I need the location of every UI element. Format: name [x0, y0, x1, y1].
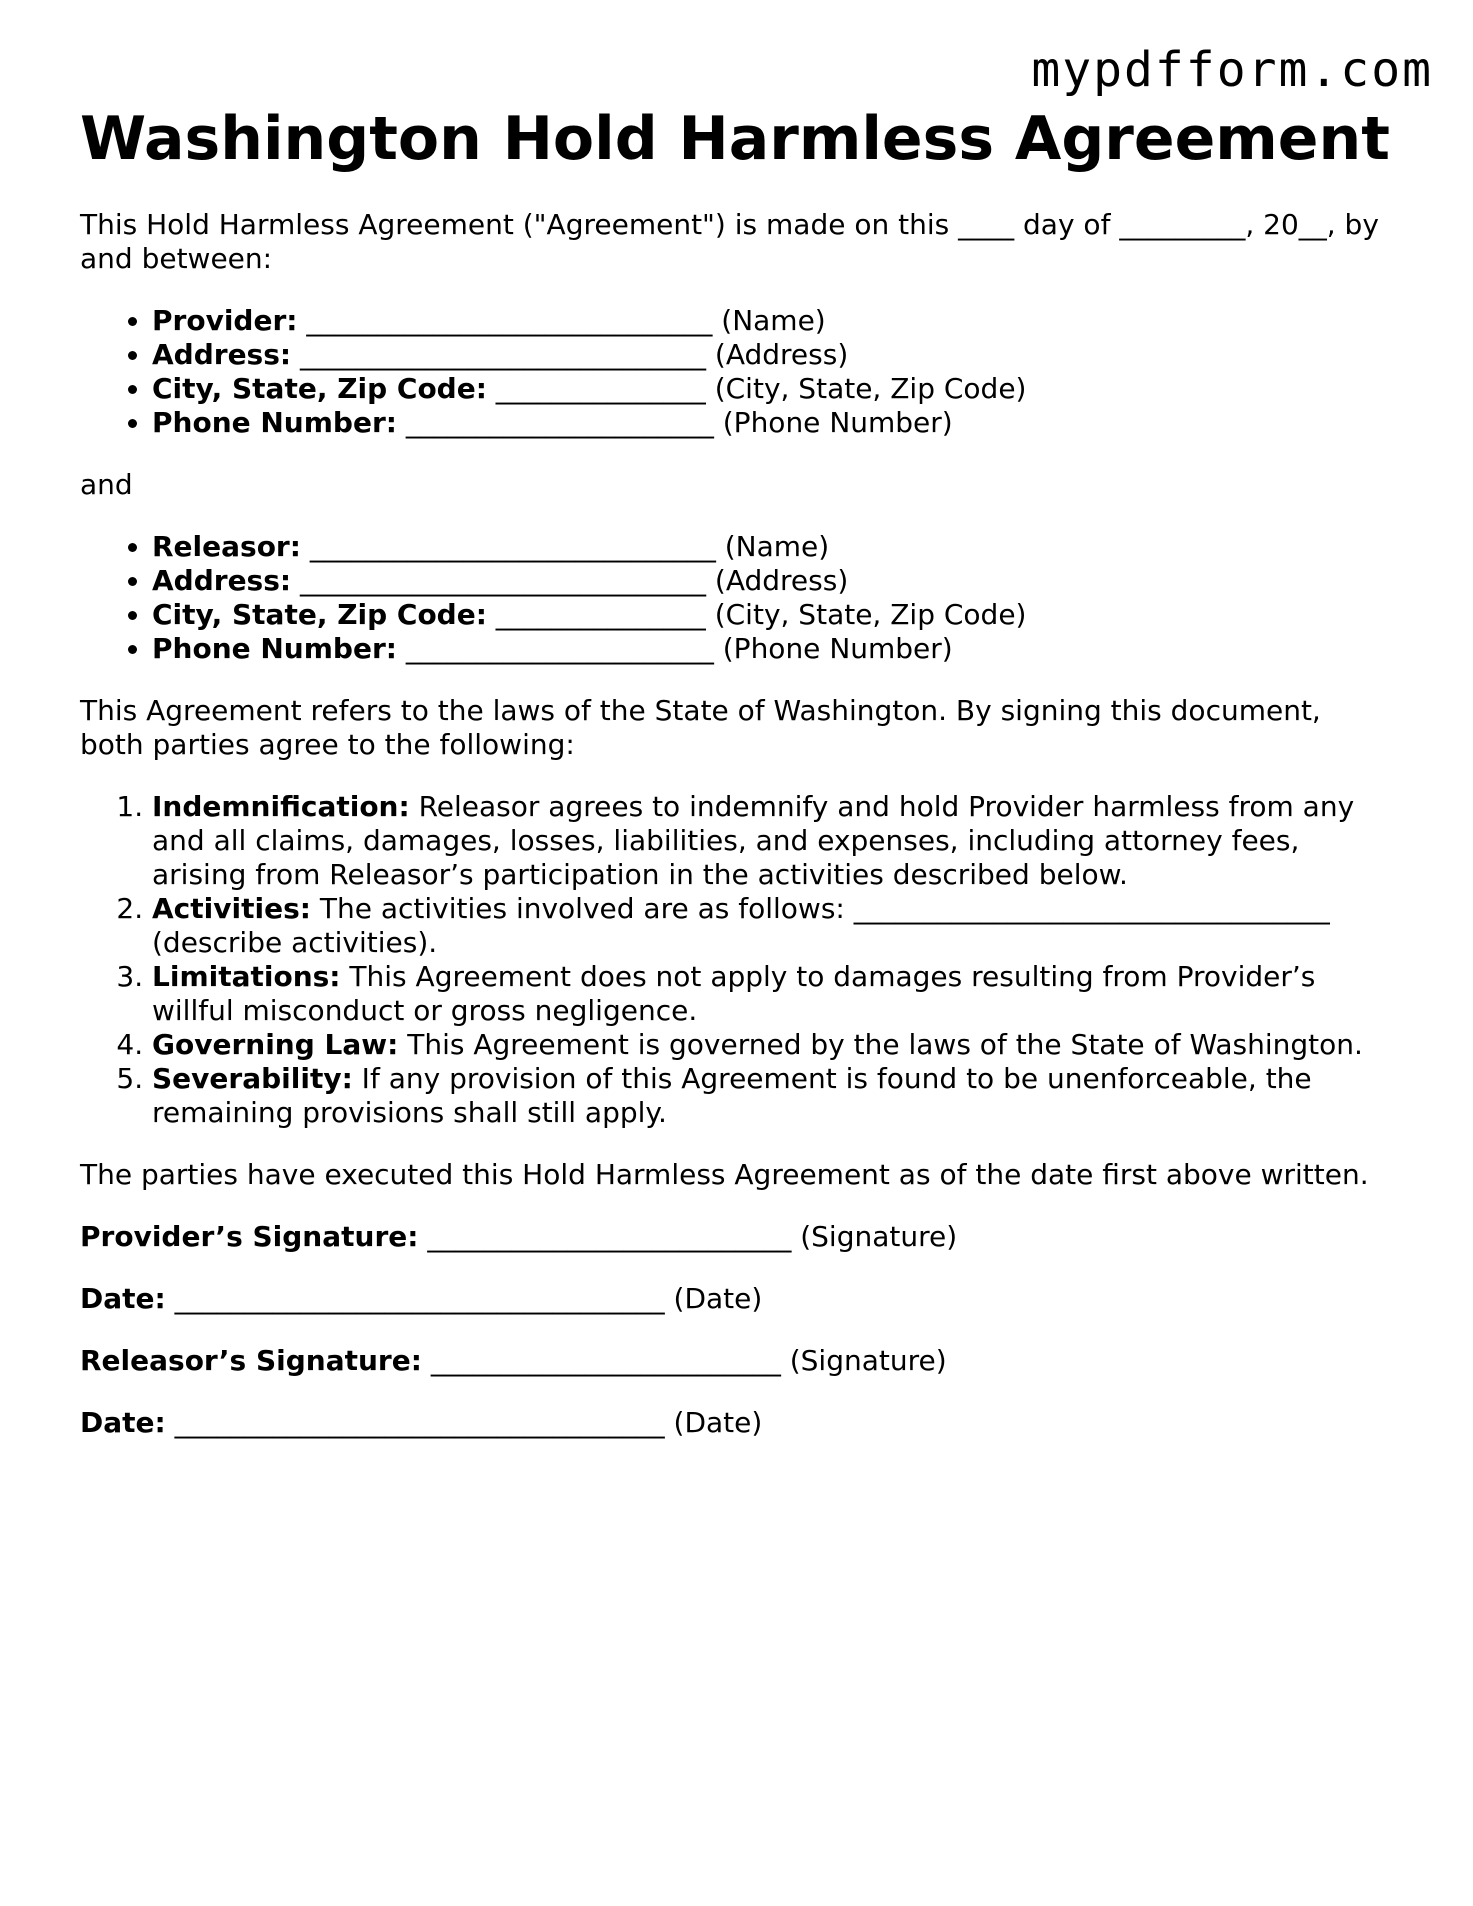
- term-text: The activities involved are as follows: __________________________________ (describe activities).: [152, 892, 1330, 959]
- laws-paragraph: This Agreement refers to the laws of the State of Washington. By signing this document, both parties agree to the following:: [80, 694, 1321, 761]
- page-title: Washington Hold Harmless Agreement: [80, 104, 1390, 174]
- intro-paragraph: This Hold Harmless Agreement ("Agreement") is made on this ____ day of _________, 20__, by and between:: [80, 208, 1379, 275]
- signature-blank: _________________________ (Signature): [421, 1344, 947, 1377]
- signature-blank: __________________________ (Signature): [418, 1220, 958, 1253]
- list-item: [152, 632, 1390, 666]
- field-label: City, State, Zip Code:: [152, 598, 487, 631]
- term-text: This Agreement does not apply to damages resulting from Provider’s willful misconduct or gross negligence.: [152, 960, 1316, 1027]
- provider-list: [80, 304, 1390, 440]
- releasor-date-line: [80, 1406, 1390, 1440]
- field-blank: ______________________ (Phone Number): [396, 406, 953, 439]
- signature-label: Provider’s Signature:: [80, 1220, 419, 1253]
- field-blank: _____________________________ (Address): [291, 338, 849, 371]
- date-blank: ___________________________________ (Date): [165, 1282, 763, 1315]
- term-label: Indemnification:: [152, 790, 410, 823]
- date-label: Date:: [80, 1282, 166, 1315]
- field-label: Phone Number:: [152, 632, 397, 665]
- date-label: Date:: [80, 1406, 166, 1439]
- list-item: [152, 372, 1390, 406]
- field-label: Address:: [152, 564, 292, 597]
- list-item: [152, 406, 1390, 440]
- releasor-signature-line: [80, 1344, 1390, 1378]
- releasor-list: [80, 530, 1390, 666]
- list-item: [152, 530, 1390, 564]
- term-label: Activities:: [152, 892, 311, 925]
- term-item: [152, 1062, 1390, 1130]
- field-label: Releasor:: [152, 530, 301, 563]
- field-blank: _______________ (City, State, Zip Code): [486, 598, 1027, 631]
- field-label: Phone Number:: [152, 406, 397, 439]
- field-blank: _____________________________ (Address): [291, 564, 849, 597]
- watermark: mypdfform.com: [1031, 42, 1433, 98]
- field-blank: ______________________ (Phone Number): [396, 632, 953, 665]
- term-item: [152, 892, 1390, 960]
- executed-paragraph: The parties have executed this Hold Harmless Agreement as of the date first above written.: [80, 1158, 1369, 1191]
- term-text: This Agreement is governed by the laws of the State of Washington.: [398, 1028, 1363, 1061]
- term-item: [152, 960, 1390, 1028]
- term-label: Severability:: [152, 1062, 353, 1095]
- document-page: [80, 98, 1390, 1440]
- term-text: Releasor agrees to indemnify and hold Provider harmless from any and all claims, damages, losses, liabilities, and expenses, including attorney fees, arising from Releasor’s participation in the activities described below.: [152, 790, 1355, 891]
- list-item: [152, 304, 1390, 338]
- field-blank: _____________________________ (Name): [297, 304, 826, 337]
- terms-list: [80, 790, 1390, 1130]
- field-label: City, State, Zip Code:: [152, 372, 487, 405]
- provider-signature-line: [80, 1220, 1390, 1254]
- list-item: [152, 338, 1390, 372]
- field-blank: _______________ (City, State, Zip Code): [486, 372, 1027, 405]
- provider-date-line: [80, 1282, 1390, 1316]
- term-item: [152, 1028, 1390, 1062]
- signature-label: Releasor’s Signature:: [80, 1344, 422, 1377]
- field-label: Provider:: [152, 304, 298, 337]
- field-label: Address:: [152, 338, 292, 371]
- term-item: [152, 790, 1390, 892]
- term-label: Governing Law:: [152, 1028, 399, 1061]
- date-blank: ___________________________________ (Date): [165, 1406, 763, 1439]
- term-text: If any provision of this Agreement is found to be unenforceable, the remaining provisions shall still apply.: [152, 1062, 1312, 1129]
- list-item: [152, 564, 1390, 598]
- term-label: Limitations:: [152, 960, 341, 993]
- field-blank: _____________________________ (Name): [300, 530, 830, 563]
- and-text: and: [80, 468, 133, 501]
- list-item: [152, 598, 1390, 632]
